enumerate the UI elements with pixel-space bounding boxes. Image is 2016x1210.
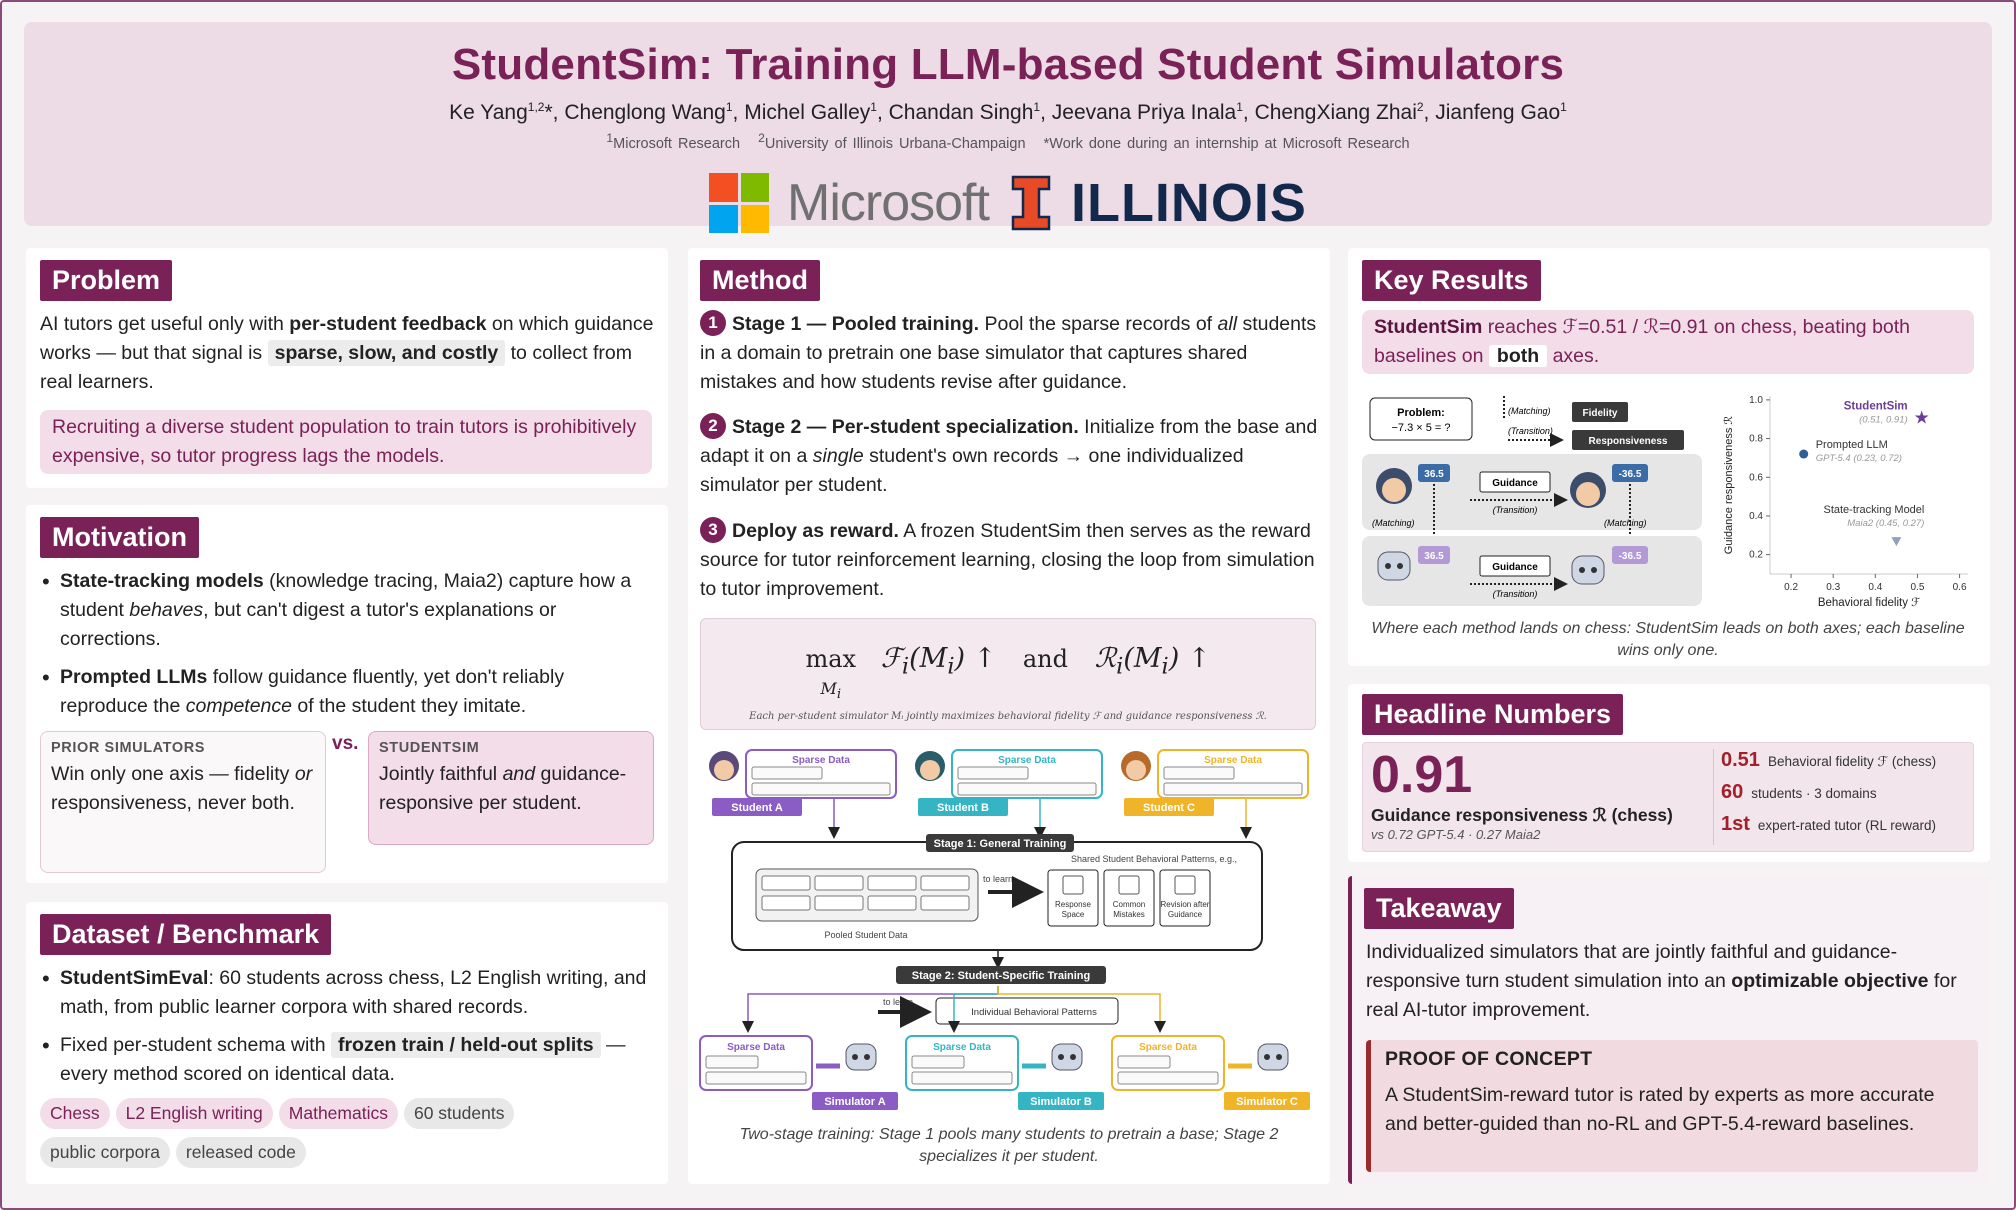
record-cell (706, 1072, 806, 1084)
studentsim-card: STUDENTSIM Jointly faithful and guidance-responsive per student. (368, 731, 654, 845)
author-affiliation-mark: 1 (1236, 100, 1243, 114)
x-tick-label: 0.6 (1952, 582, 1967, 593)
point-sublabel: (0.51, 0.91) (1859, 414, 1908, 426)
list-item: • Prompted LLMs follow guidance fluently, yet don't reliably reproduce the competence of the student they imitate. (38, 663, 656, 721)
svg-text:(Matching): (Matching) (1604, 518, 1647, 528)
sparse-data-label: Sparse Data (727, 1042, 785, 1053)
author-affiliation-mark: 1,2 (527, 100, 545, 114)
microsoft-wordmark: Microsoft (787, 174, 989, 232)
problem-text: AI tutors get useful only with per-student feedback on which guidance works — but that signal is sparse, slow, and costly to collect from real learners. (40, 313, 654, 393)
x-tick-label: 0.4 (1868, 582, 1883, 593)
poc-text: A StudentSim-reward tutor is rated by experts as more accurate and better-guided than no-RL and GPT-5.4-reward baselines. (1385, 1084, 1935, 1135)
record-cell (958, 783, 1096, 795)
author-affiliation-mark: 1 (1560, 100, 1567, 114)
info-tag: public corpora (40, 1137, 170, 1168)
state-tracking-point (1891, 537, 1901, 546)
pooled-record-cell (815, 896, 863, 910)
robot-eye-icon (1276, 1054, 1282, 1060)
takeaway-heading: Takeaway (1364, 888, 1514, 929)
svg-text:Guidance: Guidance (1492, 562, 1538, 573)
y-axis-label: Guidance responsiveness ℛ (1723, 415, 1735, 555)
poster-title: StudentSim: Training LLM-based Student Simulators (451, 40, 1565, 89)
author-note-mark: * (544, 101, 553, 124)
svg-text:(Transition): (Transition) (1508, 426, 1553, 436)
list-item: • State-tracking models (knowledge tracing, Maia2) capture how a student behaves, but can't digest a tutor's explanations or corrections. (38, 567, 656, 654)
y-tick-label: 0.6 (1749, 472, 1763, 484)
affiliation-illinois: University of Illinois Urbana-Champaign (764, 135, 1026, 152)
robot-simulator-icon (1258, 1044, 1288, 1070)
microsoft-logo-icon (709, 173, 769, 233)
sparse-data-label: Sparse Data (1139, 1042, 1197, 1053)
robot-student-icon (1378, 552, 1410, 580)
two-stage-training-figure (698, 744, 1322, 1126)
info-tag: released code (176, 1137, 306, 1168)
list-item: • Fixed per-student schema with frozen train / held-out splits — every method scored on identical data. (38, 1031, 658, 1089)
record-cell (1164, 767, 1234, 779)
problem-panel (26, 248, 668, 488)
motivation-list (38, 567, 656, 730)
headline-label: expert-rated tutor (RL reward) (1757, 818, 1936, 833)
prior-simulators-card: PRIOR SIMULATORS Win only one axis — fidelity or responsiveness, never both. (40, 731, 326, 873)
svg-text:Fidelity: Fidelity (1582, 408, 1618, 419)
student-face-icon (714, 760, 734, 780)
key-results-panel (1348, 248, 1990, 666)
info-tag: 60 students (404, 1098, 514, 1129)
sparse-data-label: Sparse Data (792, 755, 850, 766)
key-results-caption: Where each method lands on chess: StudentSim leads on both axes; each baseline wins only one. (1371, 620, 1965, 659)
x-tick-label: 0.5 (1910, 582, 1925, 593)
svg-text:-36.5: -36.5 (1618, 551, 1642, 562)
pooled-record-cell (868, 876, 916, 890)
headline-row (1721, 781, 1971, 813)
svg-text:(Transition): (Transition) (1492, 589, 1538, 599)
student-face-icon (1126, 760, 1146, 780)
stage1-label: Stage 1: General Training (933, 838, 1067, 850)
record-cell (1118, 1072, 1218, 1084)
list-item: • StudentSimEval: 60 students across chess, L2 English writing, and math, from public learner corpora with shared records. (38, 964, 658, 1022)
domain-tag: Chess (40, 1098, 110, 1129)
record-cell (706, 1056, 758, 1068)
objective-equation: max $M_i$ $ℱ_i(M_i)$ ↑ and $ℛ_i(M_i)$ ↑ Each per-student simulator Mᵢ jointly maximizes behavioral fidelity ℱ and guidance responsiveness ℛ. (700, 618, 1316, 730)
simulator-label: Simulator C (1236, 1096, 1298, 1108)
headline-value: 1st (1721, 813, 1750, 835)
headline-big-number: 0.91 (1371, 746, 1473, 804)
key-results-heading: Key Results (1362, 260, 1541, 301)
record-cell (912, 1056, 964, 1068)
author-affiliation-mark: 2 (1416, 100, 1424, 114)
key-results-callout: StudentSim reaches ℱ=0.51 / ℛ=0.91 on chess, beating both baselines on both axes. (1362, 310, 1974, 374)
svg-text:Guidance: Guidance (1492, 478, 1538, 489)
behavior-pattern-label: Response (1054, 900, 1092, 909)
takeaway-text: Individualized simulators that are jointly faithful and guidance-responsive turn student simulation into an optimizable objective for real AI-tutor improvement. (1366, 941, 1957, 1021)
problem-heading: Problem (40, 260, 172, 301)
behavior-pattern-label: Common (1112, 900, 1146, 909)
author-affiliation-mark: 1 (725, 100, 733, 114)
fidelity-responsiveness-illustration (1362, 390, 1710, 614)
method-stage-1: 1 Stage 1 — Pooled training. Pool the sparse records of all students in a domain to pretrain one base simulator that captures shared mistakes and how students revise after guidance. (700, 310, 1320, 397)
author-list: Ke Yang$^{1,2}$*, Chenglong Wang$^1$, Michel Galley$^1$, Chandan Singh$^1$, Jeevana Priya Inala$^1$, ChengXiang Zhai$^2$, Jianfeng Gao$^1$ (449, 100, 1567, 124)
method-panel (688, 248, 1330, 1184)
to-learn-label-2: to learn (882, 997, 914, 1007)
behavior-pattern-label: Guidance (1167, 910, 1203, 919)
robot-eye-icon (1264, 1054, 1270, 1060)
headline-big-label: Guidance responsiveness ℛ (chess) (1371, 805, 1673, 825)
pooled-record-cell (921, 896, 969, 910)
x-tick-label: 0.2 (1784, 582, 1799, 593)
svg-text:(Transition): (Transition) (1492, 505, 1538, 515)
svg-text:(Matching): (Matching) (1508, 406, 1551, 416)
robot-eye-icon (852, 1054, 858, 1060)
y-tick-label: 0.8 (1749, 433, 1763, 445)
method-figure-caption: Two-stage training: Stage 1 pools many students to pretrain a base; Stage 2 specializes it per student. (739, 1126, 1279, 1165)
domain-tag: Mathematics (279, 1098, 398, 1129)
author-name: Jianfeng Gao (1435, 101, 1561, 124)
record-cell (912, 1072, 1012, 1084)
student-label: Student C (1143, 802, 1195, 814)
domain-tag: L2 English writing (116, 1098, 273, 1129)
proof-of-concept-box (1366, 1040, 1978, 1172)
y-tick-label: 1.0 (1749, 394, 1763, 406)
author-name: Jeevana Priya Inala (1051, 101, 1237, 124)
prompted-llm-point (1799, 450, 1808, 459)
author-name: ChengXiang Zhai (1254, 101, 1417, 124)
dataset-panel (26, 902, 668, 1184)
behavior-pattern-label: Space (1061, 910, 1085, 919)
pooled-record-cell (762, 896, 810, 910)
headline-row (1721, 749, 1971, 781)
pooled-record-cell (762, 876, 810, 890)
robot-eye-icon (1058, 1054, 1064, 1060)
affiliations: $^1$Microsoft Research $^2$University of Illinois Urbana-Champaign *Work done during an internship at Microsoft Research (606, 131, 1410, 152)
author-name: Ke Yang (449, 101, 528, 124)
headline-row (1721, 813, 1971, 845)
equation-note: Each per-student simulator Mᵢ jointly maximizes behavioral fidelity ℱ and guidance responsiveness ℛ. (749, 711, 1267, 722)
shared-patterns-label: Shared Student Behavioral Patterns, e.g., (1070, 854, 1238, 864)
record-cell (1118, 1056, 1170, 1068)
simulator-label: Simulator A (824, 1096, 886, 1108)
author-name: Chandan Singh (888, 101, 1034, 124)
point-sublabel: GPT-5.4 (0.23, 0.72) (1815, 453, 1902, 465)
studentsim-point: ★ (1913, 407, 1930, 428)
dataset-list (38, 964, 658, 1098)
pooled-record-cell (921, 876, 969, 890)
sparse-data-label: Sparse Data (998, 755, 1056, 766)
headline-card (1362, 742, 1974, 852)
vs-label: vs. (332, 733, 359, 754)
headline-heading: Headline Numbers (1362, 694, 1623, 735)
headline-label: students · 3 domains (1751, 786, 1877, 801)
headline-label: Behavioral fidelity ℱ (chess) (1767, 754, 1937, 769)
record-cell (958, 767, 1028, 779)
svg-text:36.5: 36.5 (1424, 551, 1444, 562)
y-tick-label: 0.4 (1749, 510, 1763, 522)
author-affiliation-mark: 1 (870, 100, 877, 114)
poster-header (24, 22, 1992, 233)
pooled-record-cell (815, 876, 863, 890)
sparse-highlight: sparse, slow, and costly (268, 340, 506, 366)
point-label: StudentSim (1843, 400, 1908, 413)
behavior-pattern-label: Mistakes (1113, 910, 1145, 919)
record-cell (752, 783, 890, 795)
point-sublabel: Maia2 (0.45, 0.27) (1847, 518, 1925, 530)
robot-simulator-icon (846, 1044, 876, 1070)
svg-text:36.5: 36.5 (1424, 469, 1444, 480)
method-stage-3: 3 Deploy as reward. A frozen StudentSim then serves as the reward source for tutor reinforcement learning, closing the loop from simulation to tutor improvement. (700, 517, 1320, 604)
point-label: Prompted LLM (1815, 439, 1888, 452)
headline-rows (1721, 749, 1971, 845)
sparse-data-label: Sparse Data (1204, 755, 1262, 766)
illinois-wordmark: ILLINOIS (1070, 173, 1307, 233)
x-tick-label: 0.3 (1826, 582, 1841, 593)
robot-eye-icon (1070, 1054, 1076, 1060)
stage2-label: Stage 2: Student-Specific Training (911, 970, 1091, 982)
headline-value: 0.51 (1721, 749, 1760, 771)
student-face-icon (920, 760, 940, 780)
takeaway-panel (1348, 876, 1990, 1184)
problem-expression: −7.3 × 5 = ? (1391, 422, 1451, 434)
svg-text:Responsiveness: Responsiveness (1588, 436, 1668, 447)
pooled-label: Pooled Student Data (824, 930, 908, 940)
point-label: State-tracking Model (1823, 504, 1925, 517)
record-cell (1164, 783, 1302, 795)
student-label: Student B (937, 802, 989, 814)
problem-callout: Recruiting a diverse student population to train tutors is prohibitively expensive, so tutor progress lags the models. (40, 410, 652, 474)
poc-label: PROOF OF CONCEPT (1385, 1048, 1593, 1070)
pooled-record-cell (868, 896, 916, 910)
problem-label: Problem: (1397, 407, 1445, 419)
individual-patterns-label: Individual Behavioral Patterns (971, 1007, 1097, 1018)
robot-student-after-icon (1572, 556, 1604, 584)
illinois-block-i-icon (1011, 175, 1051, 231)
author-affiliation-mark: 1 (1033, 100, 1041, 114)
svg-text:-36.5: -36.5 (1618, 469, 1642, 480)
headline-big-sub: vs 0.72 GPT-5.4 · 0.27 Maia2 (1371, 827, 1541, 842)
y-tick-label: 0.2 (1749, 549, 1763, 561)
headline-divider (1713, 749, 1714, 845)
author-name: Michel Galley (744, 101, 871, 124)
logo-row (24, 172, 1992, 234)
motivation-panel (26, 505, 668, 883)
motivation-heading: Motivation (40, 517, 199, 558)
method-stage-2: 2 Stage 2 — Per-student specialization. Initialize from the base and adapt it on a single student's own records → one individualized simulator per student. (700, 413, 1320, 500)
svg-text:(Matching): (Matching) (1372, 518, 1415, 528)
record-cell (752, 767, 822, 779)
internship-note: *Work done during an internship at Microsoft Research (1043, 135, 1410, 152)
student-label: Student A (731, 802, 783, 814)
behavior-pattern-label: Revision after (1160, 900, 1210, 909)
method-heading: Method (700, 260, 820, 301)
fidelity-responsiveness-scatter (1718, 384, 1984, 616)
robot-eye-icon (864, 1054, 870, 1060)
sparse-data-label: Sparse Data (933, 1042, 991, 1053)
simulator-label: Simulator B (1030, 1096, 1092, 1108)
robot-simulator-icon (1052, 1044, 1082, 1070)
x-axis-label: Behavioral fidelity ℱ (1817, 597, 1921, 609)
headline-numbers-panel (1348, 684, 1990, 862)
dataset-tags (40, 1098, 600, 1176)
dataset-heading: Dataset / Benchmark (40, 914, 331, 955)
author-name: Chenglong Wang (564, 101, 726, 124)
headline-value: 60 (1721, 781, 1744, 803)
to-learn-label-1: to learn (982, 874, 1014, 884)
affiliation-microsoft: Microsoft Research (613, 135, 741, 152)
